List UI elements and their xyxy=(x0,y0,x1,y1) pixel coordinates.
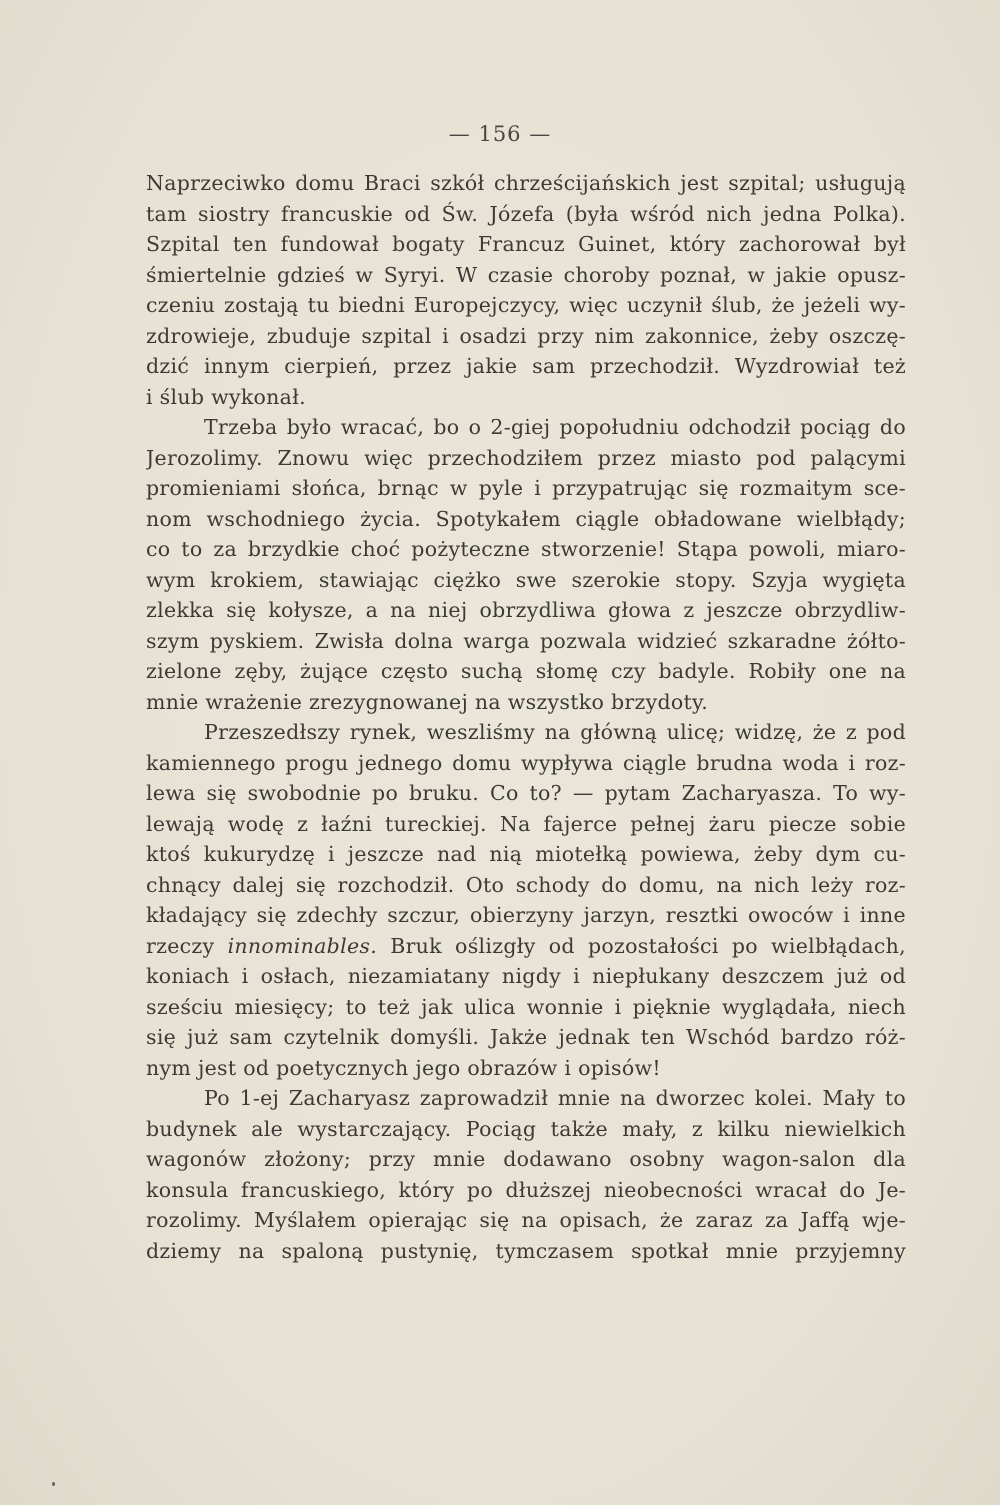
text-line: budynek ale wystarczający. Pociąg także mały, z kilku niewielkich xyxy=(146,1116,906,1141)
text-line: konsula francuskiego, który po dłuższej nieobecności wracał do Je- xyxy=(146,1177,906,1202)
text-line: Szpital ten fundował bogaty Francuz Guinet, który zachorował był xyxy=(146,232,906,256)
text-line: i ślub wykonał. xyxy=(146,384,306,409)
text-line: Jerozolimy. Znowu więc przechodziłem przez miasto pod palącymi xyxy=(146,445,906,470)
text-line: chnący dalej się rozchodził. Oto schody do domu, na nich leży roz- xyxy=(146,872,906,897)
text-line: wagonów złożony; przy mnie dodawano osobny wagon-salon dla xyxy=(146,1147,906,1171)
text-line: rozolimy. Myślałem opierając się na opisach, że zaraz za Jaffą wje- xyxy=(146,1208,906,1232)
text-line: koniach i osłach, niezamiatany nigdy i niepłukany deszczem już od xyxy=(146,964,906,988)
text-line: dzić innym cierpień, przez jakie sam przechodził. Wyzdrowiał też xyxy=(146,354,906,378)
text-line: lewają wodę z łaźni tureckiej. Na fajerce pełnej żaru piecze sobie xyxy=(146,811,906,836)
text-line: nom wschodniego życia. Spotykałem ciągle obładowane wielbłądy; xyxy=(146,506,906,531)
text-line: zdrowieje, zbuduje szpital i osadzi przy nim zakonnice, żeby oszczę- xyxy=(146,323,906,348)
text-line: tam siostry francuskie od Św. Józefa (była wśród nich jedna Polka). xyxy=(146,201,906,226)
paper-speck xyxy=(52,1482,55,1486)
text-line: czeniu zostają tu biedni Europejczycy, więc uczynił ślub, że jeżeli wy- xyxy=(146,293,906,317)
text-line: Przeszedłszy rynek, weszliśmy na główną ulicę; widzę, że z pod xyxy=(204,720,906,744)
text-segment: Bruk oślizgły od pozostałości po wielbłądach, xyxy=(390,933,906,958)
text-line: nym jest od poetycznych jego obrazów i opisów! xyxy=(146,1055,661,1080)
text-line: sześciu miesięcy; to też jak ulica wonnie i pięknie wyglądała, niech xyxy=(146,994,906,1019)
text-line: mnie wrażenie zrezygnowanej na wszystko brzydoty. xyxy=(146,689,709,714)
text-line: Po 1-ej Zacharyasz zaprowadził mnie na dworzec kolei. Mały to xyxy=(204,1086,906,1110)
body-text xyxy=(146,168,906,1266)
page-number: — 156 — xyxy=(448,122,552,146)
text-line xyxy=(146,931,906,962)
text-line: się już sam czytelnik domyśli. Jakże jednak ten Wschód bardzo róż- xyxy=(146,1025,906,1049)
text-line: co to za brzydkie choć pożyteczne stworzenie! Stąpa powoli, miaro- xyxy=(146,537,906,561)
text-line: promieniami słońca, brnąc w pyle i przypatrując się rozmaitym sce- xyxy=(146,476,906,500)
text-line: kładający się zdechły szczur, obierzyny jarzyn, resztki owoców i inne xyxy=(146,903,906,927)
text-line: lewa się swobodnie po bruku. Co to? — pytam Zacharyasza. To wy- xyxy=(146,781,906,805)
italic-phrase: innominables. xyxy=(227,933,378,958)
text-segment: rzeczy xyxy=(146,933,215,958)
text-line: szym pyskiem. Zwisła dolna warga pozwala widzieć szkaradne żółto- xyxy=(146,628,906,653)
text-line: wym krokiem, stawiając ciężko swe szerokie stopy. Szyja wygięta xyxy=(146,567,906,592)
text-line: śmiertelnie gdzieś w Syryi. W czasie choroby poznał, w jakie opusz- xyxy=(146,262,906,287)
text-line: dziemy na spaloną pustynię, tymczasem spotkał mnie przyjemny xyxy=(146,1238,906,1263)
text-line: kamiennego progu jednego domu wypływa ciągle brudna woda i roz- xyxy=(146,750,906,775)
text-line: zielone zęby, żujące często suchą słomę czy badyle. Robiły one na xyxy=(146,659,906,683)
text-line: Naprzeciwko domu Braci szkół chrześcijańskich jest szpital; usługują xyxy=(146,171,906,195)
text-line: Trzeba było wracać, bo o 2-giej popołudniu odchodził pociąg do xyxy=(204,415,906,439)
text-line: zlekka się kołysze, a na niej obrzydliwa głowa z jeszcze obrzydliw- xyxy=(146,598,906,622)
text-line: ktoś kukurydzę i jeszcze nad nią miotełką powiewa, żeby dym cu- xyxy=(146,842,906,866)
